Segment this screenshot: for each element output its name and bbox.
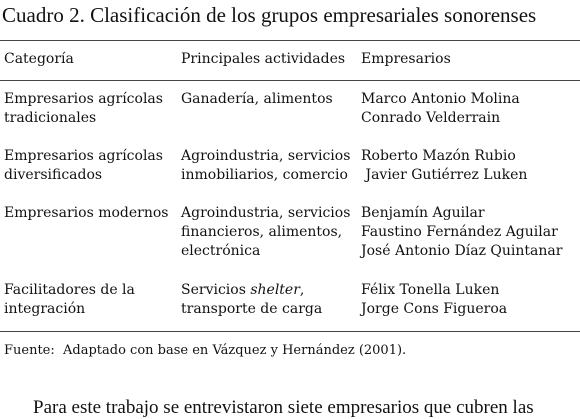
category-cell (4, 90, 163, 128)
activities-cell (181, 204, 350, 261)
header-principales-actividades: Principales actividades (181, 51, 346, 67)
activities-cell (181, 147, 350, 185)
entrepreneur-name: José Antonio Díaz Quintanar (361, 243, 563, 259)
activities-line: inmobiliarios, comercio (181, 167, 348, 183)
table-header-rule (0, 80, 580, 81)
activities-cell (181, 90, 333, 109)
category-line: Empresarios modernos (4, 205, 169, 221)
entrepreneur-name: Javier Gutiérrez Luken (361, 167, 528, 183)
activities-line: transporte de carga (181, 301, 323, 317)
category-cell (4, 204, 168, 223)
category-line: diversificados (4, 167, 103, 183)
category-line: Facilitadores de la (4, 282, 135, 298)
entrepreneur-name: Faustino Fernández Aguilar (361, 224, 558, 240)
category-line: Empresarios agrícolas (4, 148, 163, 164)
activities-italic-term: shelter (250, 282, 300, 298)
category-line: Empresarios agrícolas (4, 91, 163, 107)
entrepreneurs-cell (361, 204, 562, 261)
category-cell (4, 147, 163, 185)
entrepreneur-name: Benjamín Aguilar (361, 205, 485, 221)
activities-cell (181, 281, 322, 319)
activities-line: Ganadería, alimentos (181, 91, 333, 107)
activities-punctuation: , (299, 282, 305, 298)
entrepreneur-name: Félix Tonella Luken (361, 282, 500, 298)
entrepreneurs-cell (361, 281, 507, 319)
table-bottom-rule (0, 331, 580, 332)
table-title: Cuadro 2. Clasificación de los grupos empresariales sonorenses (2, 3, 537, 27)
header-empresarios: Empresarios (361, 51, 451, 67)
entrepreneurs-cell (361, 147, 527, 185)
body-paragraph: Para este trabajo se entrevistaron siete empresarios que cubren las (33, 397, 534, 418)
activities-line: Agroindustria, servicios (181, 205, 351, 221)
activities-line: financieros, alimentos, (181, 224, 343, 240)
table-source-note: Fuente: Adaptado con base en Vázquez y Hernández (2001). (4, 343, 407, 358)
activities-line: Agroindustria, servicios (181, 148, 351, 164)
entrepreneur-name: Marco Antonio Molina (361, 91, 520, 107)
category-line: tradicionales (4, 110, 97, 126)
entrepreneur-name: Jorge Cons Figueroa (361, 301, 508, 317)
entrepreneurs-cell (361, 90, 520, 128)
activities-line (181, 281, 322, 300)
entrepreneur-name: Roberto Mazón Rubio (361, 148, 516, 164)
activities-line: electrónica (181, 243, 261, 259)
category-cell (4, 281, 135, 319)
header-categoria: Categoría (4, 51, 74, 67)
category-line: integración (4, 301, 86, 317)
table-top-rule (0, 40, 580, 41)
entrepreneur-name: Conrado Velderrain (361, 110, 501, 126)
activities-text: Servicios (181, 282, 251, 298)
